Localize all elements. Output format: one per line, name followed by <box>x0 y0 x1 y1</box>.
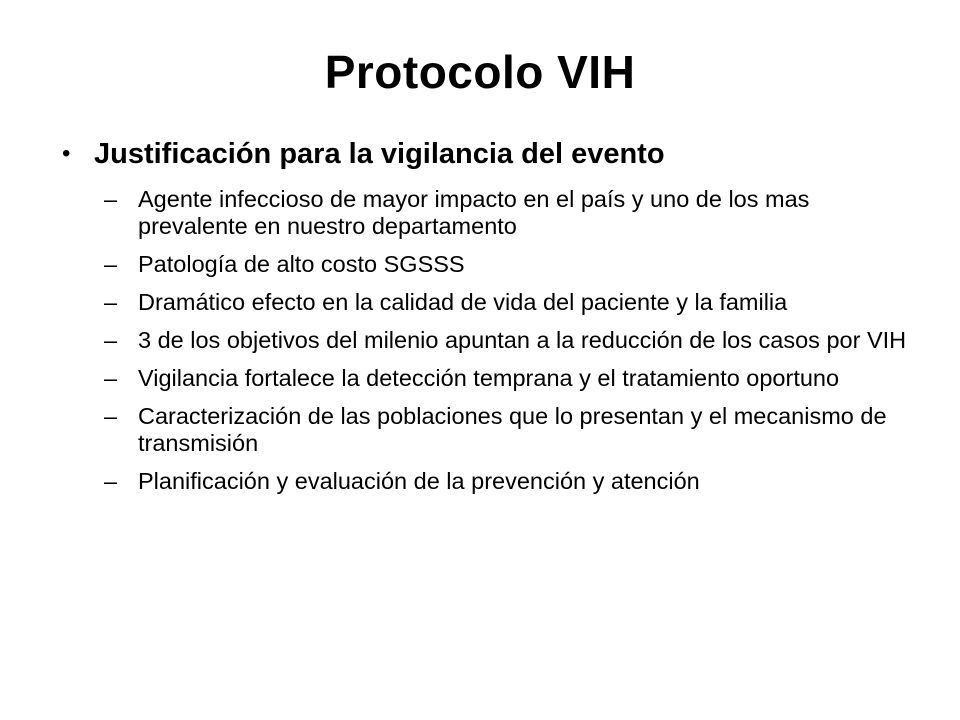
dash-icon: – <box>104 186 118 212</box>
sub-bullet-item <box>62 186 922 240</box>
sub-bullet-item <box>62 468 922 495</box>
sub-bullet-text: Caracterización de las poblaciones que lo presentan y el mecanismo de transmisión <box>138 403 887 456</box>
dash-icon: – <box>104 468 118 494</box>
main-bullet-text: Justificación para la vigilancia del evento <box>94 138 665 170</box>
sub-bullet-text: Patología de alto costo SGSSS <box>138 251 465 277</box>
dash-icon: – <box>104 327 118 353</box>
dash-icon: – <box>104 251 118 277</box>
sub-bullet-text: Agente infeccioso de mayor impacto en el país y uno de los mas prevalente en nuestro departamento <box>138 186 810 239</box>
sub-bullet-item <box>62 403 922 457</box>
sub-bullet-item <box>62 327 922 354</box>
dash-icon: – <box>104 289 118 315</box>
slide-content <box>62 136 922 506</box>
sub-bullet-list <box>62 186 922 495</box>
bullet-icon: • <box>62 140 71 167</box>
slide-title: Protocolo VIH <box>324 46 636 98</box>
dash-icon: – <box>104 365 118 391</box>
sub-bullet-item <box>62 251 922 278</box>
sub-bullet-text: 3 de los objetivos del milenio apuntan a la reducción de los casos por VIH <box>138 327 907 353</box>
sub-bullet-text: Vigilancia fortalece la detección temprana y el tratamiento oportuno <box>138 365 840 391</box>
main-bullet-item <box>62 136 922 172</box>
sub-bullet-item <box>62 365 922 392</box>
dash-icon: – <box>104 403 118 429</box>
sub-bullet-text: Dramático efecto en la calidad de vida del paciente y la familia <box>138 289 788 315</box>
sub-bullet-item <box>62 289 922 316</box>
sub-bullet-text: Planificación y evaluación de la prevención y atención <box>138 468 700 494</box>
